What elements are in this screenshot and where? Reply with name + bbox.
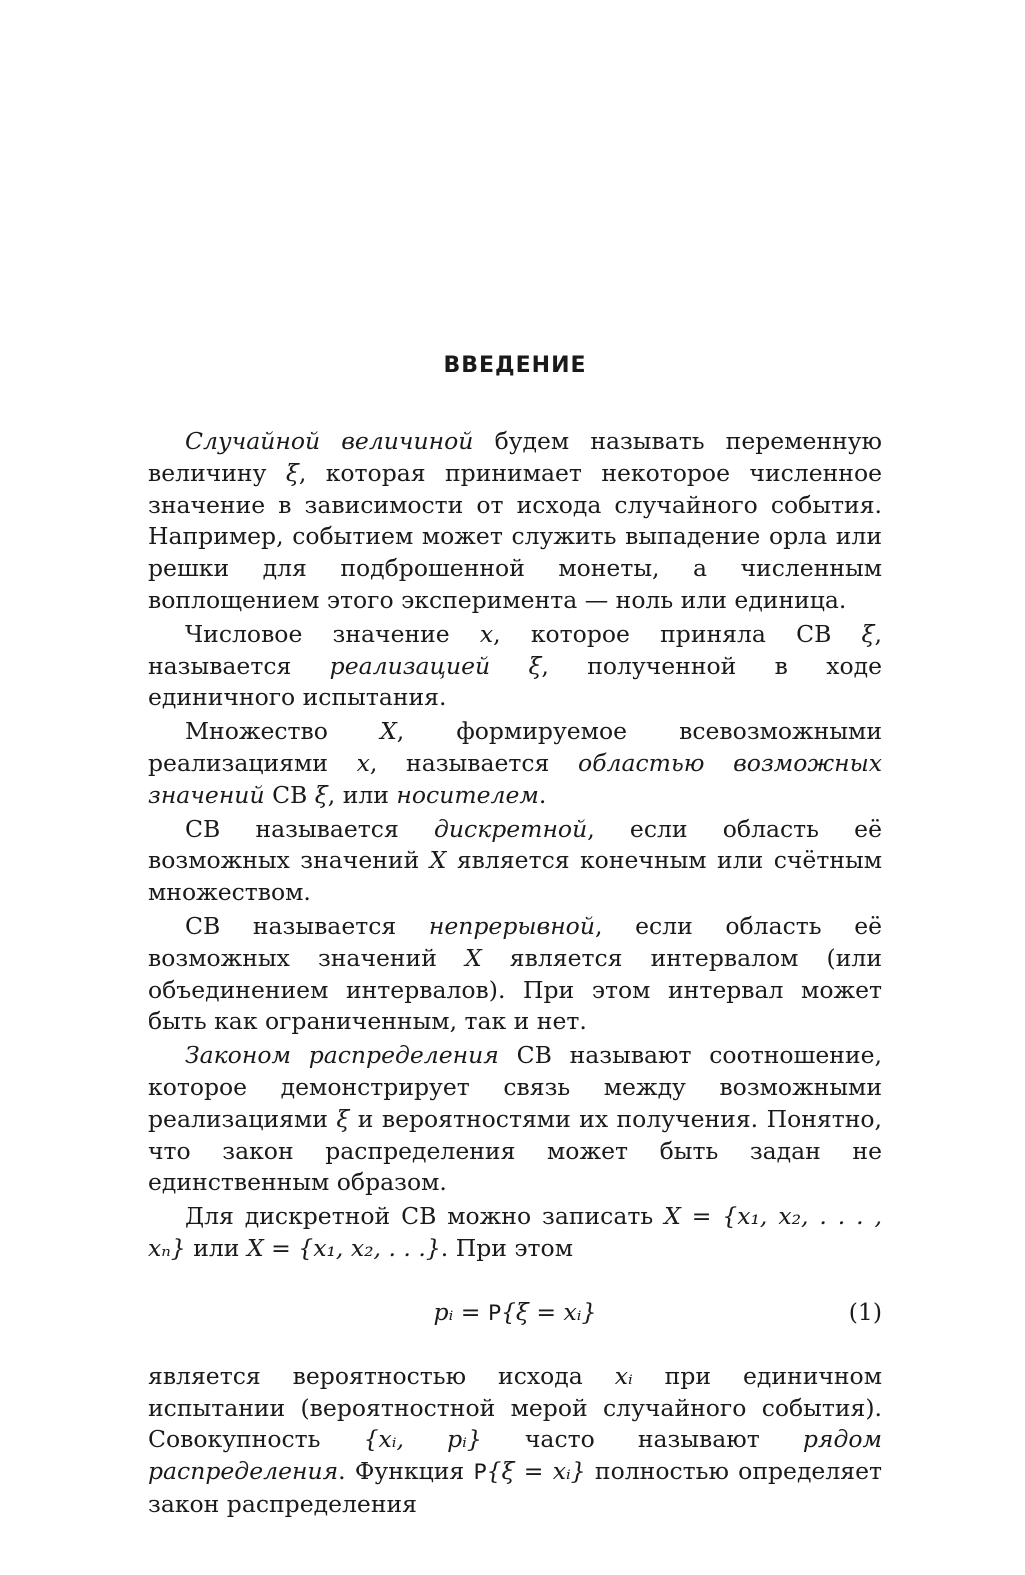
term-range-of-values: областью возможных значений	[148, 748, 882, 809]
term-continuous: непрерывной	[428, 911, 595, 940]
term-realization: реализацией	[329, 651, 491, 680]
paragraph-discrete: СВ называется дискретной, если область её возможных значений X является конечным или счётным множеством.	[148, 814, 882, 907]
term-distribution-law: Законом распределения	[185, 1041, 499, 1070]
paragraph-discrete-set: Для дискретной СВ можно записать X = {x₁, x₂, . . . , xₙ} или X = {x₁, x₂, . . .}. При этом	[148, 1202, 882, 1262]
paragraph-realization: Числовое значение x, которое приняла СВ ξ, называется реализацией ξ, полученной в ходе единичного испытания.	[148, 619, 882, 712]
formula-expression: pᵢ = P{ξ = xᵢ}	[433, 1297, 597, 1326]
book-page	[148, 0, 882, 1575]
paragraph-random-variable: Случайной величиной будем называть переменную величину ξ, которая принимает некоторое численное значение в зависимости от исхода случайного события. Например, событием может служить выпадение орла или решки для подброшенной монеты, а численным воплощением этого эксперимента — ноль или единица.	[148, 427, 882, 614]
chapter-heading: ВВЕДЕНИЕ	[443, 353, 587, 378]
paragraph-distribution-law: Законом распределения СВ называют соотношение, которое демонстрирует связь между возможными реализациями ξ и вероятностями их получения. Понятно, что закон распределения может быть задан не единственным образом.	[148, 1041, 882, 1197]
math-set-infinite: X = {x₁, x₂, . . .}	[246, 1233, 441, 1262]
paragraph-distribution-series: является вероятностью исхода xᵢ при единичном испытании (вероятностной мерой случайного события). Совокупность {xᵢ, pᵢ} часто называют рядом распределения. Функция P{ξ = xᵢ} полностью определяет закон распределения	[148, 1361, 882, 1518]
math-set-finite: X = {x₁, x₂, . . . , xₙ}	[148, 1202, 882, 1262]
term-discrete: дискретной	[434, 814, 588, 843]
paragraph-continuous: СВ называется непрерывной, если область её возможных значений X является интервалом (или объединением интервалов). При этом интервал может быть как ограниченным, так и нет.	[148, 911, 883, 1036]
term-random-variable: Случайной величиной	[185, 427, 474, 455]
body-text	[148, 426, 882, 1521]
formula-number: (1)	[848, 1297, 882, 1326]
term-support: носителем	[396, 780, 539, 809]
display-formula	[148, 1285, 882, 1341]
paragraph-support: Множество X, формируемое всевозможными реализациями x, называется областью возможных значений СВ ξ, или носителем.	[148, 717, 882, 809]
term-distribution-series: рядом распределения	[148, 1425, 882, 1486]
